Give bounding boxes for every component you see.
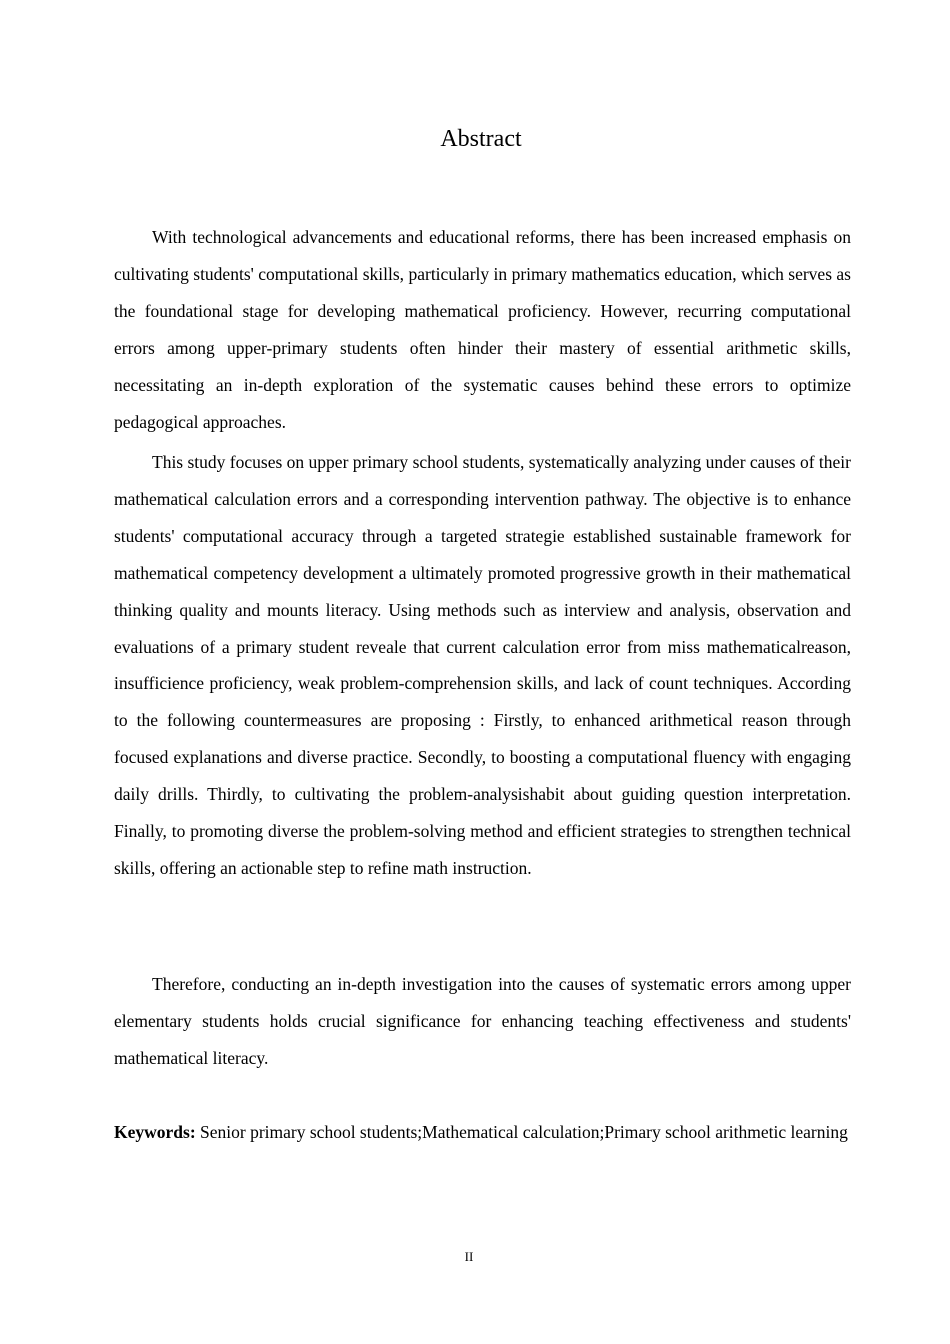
keywords-line xyxy=(114,1115,851,1150)
abstract-paragraph-2: This study focuses on upper primary school students, systematically analyzing under causes of their mathematical calculation errors and a corresponding intervention pathway. The objective is to enhance students' computational accuracy through a targeted strategie established sustainable framework for mathematical competency development a ultimately promoted progressive growth in their mathematical thinking quality and mounts literacy. Using methods such as interview and analysis, observation and evaluations of a primary student reveale that current calculation error from miss mathematicalreason, insufficience proficiency, weak problem-comprehension skills, and lack of count techniques. According to the following countermeasures are proposing : Firstly, to enhanced arithmetical reason through focused explanations and diverse practice. Secondly, to boosting a computational fluency with engaging daily drills. Thirdly, to cultivating the problem-analysishabit about guiding question interpretation. Finally, to promoting diverse the problem-solving method and efficient strategies to strengthen technical skills, offering an actionable step to refine math instruction. xyxy=(114,452,851,878)
keywords-text: Senior primary school students;Mathematical calculation;Primary school arithmetic learning xyxy=(200,1122,848,1142)
page-number: II xyxy=(464,1249,474,1264)
abstract-title: Abstract xyxy=(440,126,522,152)
abstract-paragraph-3: Therefore, conducting an in-depth investigation into the causes of systematic errors among upper elementary students holds crucial significance for enhancing teaching effectiveness and students' mathematical literacy. xyxy=(114,974,851,1068)
abstract-paragraph-1: With technological advancements and educational reforms, there has been increased emphasis on cultivating students' computational skills, particularly in primary mathematics education, which serves as the foundational stage for developing mathematical proficiency. However, recurring computational errors among upper-primary students often hinder their mastery of essential arithmetic skills, necessitating an in-depth exploration of the systematic causes behind these errors to optimize pedagogical approaches. xyxy=(114,227,851,432)
keywords-label: Keywords: xyxy=(114,1122,196,1142)
